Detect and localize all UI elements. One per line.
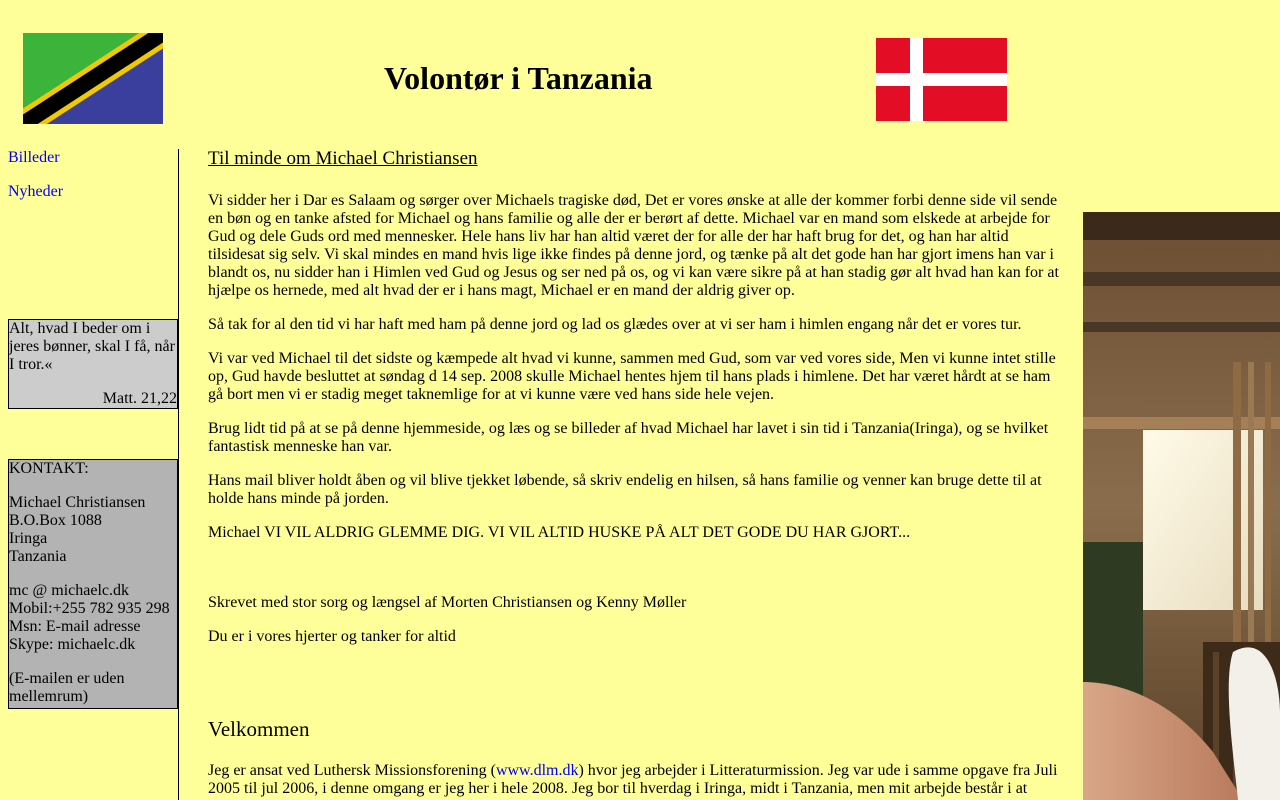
michael-photo-image xyxy=(1083,212,1280,800)
contact-note: (E-mailen er uden mellemrum) xyxy=(9,670,125,705)
welcome-paragraph xyxy=(208,762,1060,798)
tanzania-flag-image xyxy=(23,33,163,124)
contact-city: Iringa xyxy=(9,530,48,547)
contact-email: mc @ michaelc.dk xyxy=(9,582,130,599)
memorial-paragraph: Vi sidder her i Dar es Salaam og sørger over Michaels tragiske død, Det er vores ønske at alle der kommer forbi denne side vil sende en bøn og en tanke afsted for Michael og hans familie og alle der er berørt af dette. Michael var en mand som elskede at arbejde for Gud og dele Guds ord med mennesker. Hele hans liv har han altid været der for alle der har haft brug for det, og han har altid tilsidesat sig selv. Vi skal mindes en mand hvis lige ikke findes på denne jord, og tænke på alt det gode han har gjort imens han var i blandt os, nu sidder han i Himlen ved Gud og Jesus og ser ned på os, og vi kan være sikre på at han stadig gør alt hvad han kan for at hjælpe os hernede, med alt hvad der er i hans magt, Michael er en mand der aldrig giver op. xyxy=(208,192,1059,299)
contact-box-address: B.O.Box 1088 xyxy=(9,512,102,529)
closing-text: Du er i vores hjerter og tanker for altid xyxy=(208,628,456,645)
site-title: Volontør i Tanzania xyxy=(384,60,653,96)
nav-link-billeder[interactable]: Billeder xyxy=(8,149,60,166)
memorial-paragraph: Så tak for al den tid vi har haft med ham på denne jord og lad os glædes over at vi ser ham i himlen engang når det er vores tur. xyxy=(208,316,1022,333)
dlm-link[interactable]: www.dlm.dk xyxy=(495,762,579,779)
denmark-flag-image xyxy=(876,38,1007,121)
contact-box xyxy=(8,459,178,709)
sidebar-divider xyxy=(178,149,179,800)
welcome-heading: Velkommen xyxy=(208,717,310,741)
welcome-text-start: Jeg er ansat ved Luthersk Missionsforening ( xyxy=(208,762,496,779)
quote-text: Alt, hvad I beder om i jeres bønner, skal I få, når I tror.« xyxy=(9,320,175,373)
contact-name: Michael Christiansen xyxy=(9,494,146,511)
contact-heading: KONTAKT: xyxy=(9,460,89,477)
memorial-paragraph: Hans mail bliver holdt åben og vil blive tjekket løbende, så skriv endelig en hilsen, så hans familie og venner kan bruge dette til at holde hans minde på jorden. xyxy=(208,472,1042,507)
memorial-paragraph: Vi var ved Michael til det sidste og kæmpede alt hvad vi kunne, sammen med Gud, som var ved vores side, Men vi kunne intet stille op, Gud havde besluttet at søndag d 14 sep. 2008 skulle Michael hentes hjem til hans plads i himlene. Det har været hårdt at se ham gå bort men vi er stadig meget taknemlige for at vi kunne være ved hans side hele vejen. xyxy=(208,350,1056,403)
contact-mobile: Mobil:+255 782 935 298 xyxy=(9,600,170,617)
contact-msn: Msn: E-mail adresse xyxy=(9,618,141,635)
quote-reference: Matt. 21,22 xyxy=(102,390,177,407)
signature-text: Skrevet med stor sorg og længsel af Morten Christiansen og Kenny Møller xyxy=(208,594,687,611)
contact-skype: Skype: michaelc.dk xyxy=(9,636,136,653)
contact-country: Tanzania xyxy=(9,548,67,565)
memorial-paragraph: Michael VI VIL ALDRIG GLEMME DIG. VI VIL ALTID HUSKE PÅ ALT DET GODE DU HAR GJORT... xyxy=(208,524,911,541)
main-content xyxy=(208,148,1060,800)
welcome-text-rest: ) hvor jeg arbejder i Litteraturmission. Jeg var ude i samme opgave fra Juli 2005 til jul 2006, i denne omgang er jeg her i hele 2008. Jeg bor til hverdag i Iringa, midt i Tanzania, men mit arbejde består i at xyxy=(208,762,1058,797)
memorial-heading: Til minde om Michael Christiansen xyxy=(208,148,478,169)
bible-quote-box xyxy=(8,319,178,409)
memorial-paragraph: Brug lidt tid på at se på denne hjemmeside, og læs og se billeder af hvad Michael har lavet i sin tid i Tanzania(Iringa), og se hvilket fantastisk menneske han var. xyxy=(208,420,1049,455)
nav-link-nyheder[interactable]: Nyheder xyxy=(8,183,64,200)
